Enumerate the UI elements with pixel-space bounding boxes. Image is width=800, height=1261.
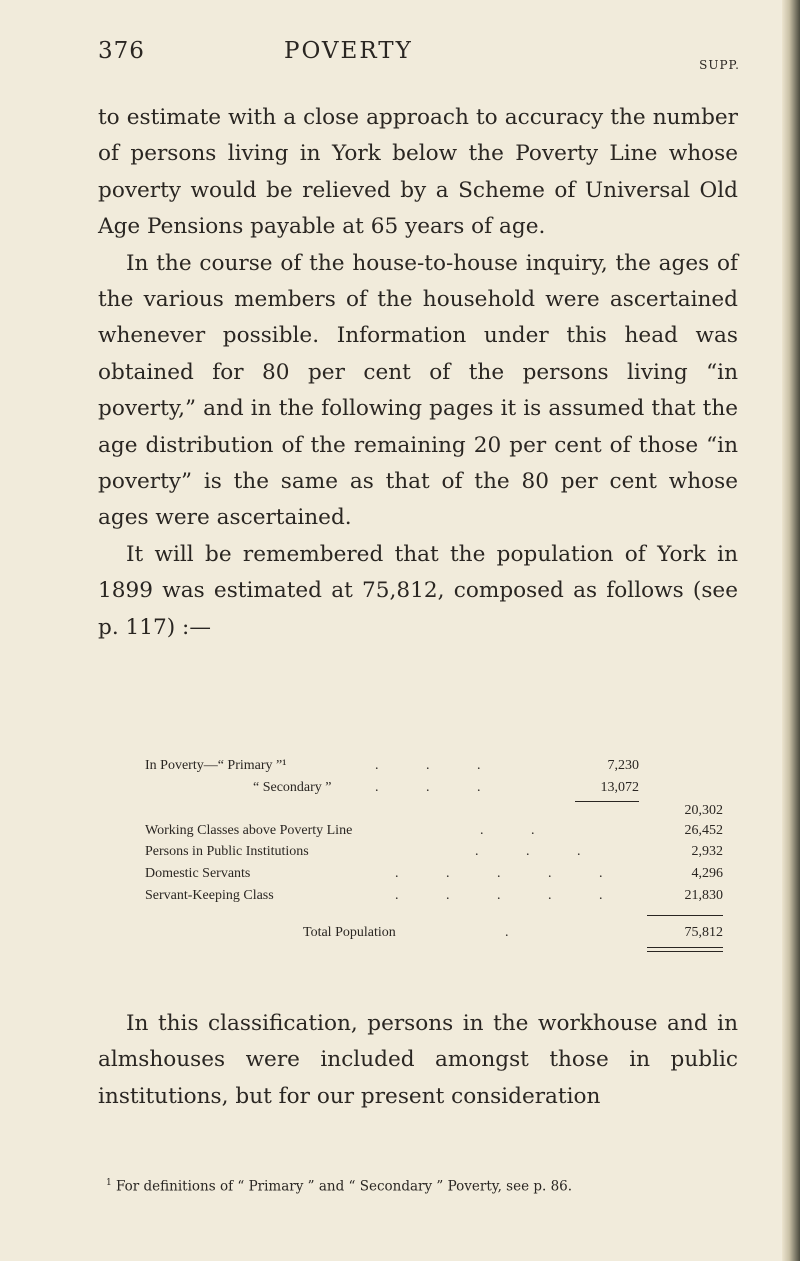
section-mark: SUPP. [699, 58, 740, 72]
leader-dots: . . [480, 822, 557, 838]
total-rule [647, 915, 723, 916]
table-row [145, 866, 723, 888]
total-value: 20,302 [684, 803, 723, 819]
table-row [145, 801, 723, 823]
total-value: 26,452 [684, 822, 723, 838]
table-spacer [145, 909, 723, 925]
paragraph-1: to estimate with a close approach to accuracy the number of persons living in York below the Poverty Line whose poverty would be relieved by a Scheme of Universal Old Age Pensions payable at 65 years of age. [98, 105, 738, 240]
row-label: In Poverty—“ Primary ”¹ [145, 758, 287, 773]
total-value: 4,296 [691, 865, 723, 881]
table-row [145, 780, 723, 802]
leader-dots: . . . [375, 779, 503, 795]
leader-dots: . . . . . [395, 865, 625, 881]
row-label: Working Classes above Poverty Line [145, 822, 353, 838]
total-value: 2,932 [691, 844, 723, 860]
table-row [145, 888, 723, 910]
double-rule [647, 947, 723, 952]
grand-total-value: 75,812 [684, 925, 723, 941]
leader-dots: . . . . . [395, 887, 625, 903]
row-label: Persons in Public Institutions [145, 844, 309, 860]
leader-dots: . . . [375, 758, 503, 773]
row-label: Servant-Keeping Class [145, 887, 274, 903]
population-table [145, 758, 723, 947]
footnote-marker: 1 [106, 1178, 112, 1188]
body-text-top [98, 100, 738, 646]
paragraph-2: In the course of the house-to-house inquiry, the ages of the various members of the household were ascertained whenever possible. Information under this head was obtained for 80 per cent of the persons living “in poverty,” and in the following pages it is assumed that the age distribution of the remaining 20 per cent of those “in poverty” is the same as that of the 80 per cent whose ages were ascertained. [98, 250, 738, 531]
table-row [145, 758, 723, 780]
total-row [145, 925, 723, 947]
running-title: POVERTY [284, 38, 413, 64]
subtotal-rule [575, 801, 639, 812]
row-label: “ Secondary ” [253, 779, 332, 795]
leader-dots: . . . [475, 844, 603, 860]
table-row [145, 823, 723, 845]
subtotal-value: 13,072 [600, 779, 639, 795]
paragraph-4: In this classification, persons in the workhouse and in almshouses were included amongst those in public institutions, but for our present consideration [98, 1011, 738, 1109]
footnote-text: For definitions of “ Primary ” and “ Secondary ” Poverty, see p. 86. [116, 1178, 573, 1195]
leader-dots: . [505, 925, 531, 941]
page-number: 376 [98, 38, 145, 64]
page-edge [782, 0, 800, 1261]
paragraph-3: It will be remembered that the population of York in 1899 was estimated at 75,812, composed as follows (see p. 117) :— [98, 541, 738, 640]
table-row [145, 844, 723, 866]
row-label: Domestic Servants [145, 865, 251, 881]
total-label: Total Population [303, 925, 396, 941]
total-value: 21,830 [684, 887, 723, 903]
footnote [106, 1178, 572, 1195]
subtotal-value: 7,230 [607, 758, 639, 773]
page-header [98, 38, 738, 78]
body-text-bottom [98, 1006, 738, 1115]
